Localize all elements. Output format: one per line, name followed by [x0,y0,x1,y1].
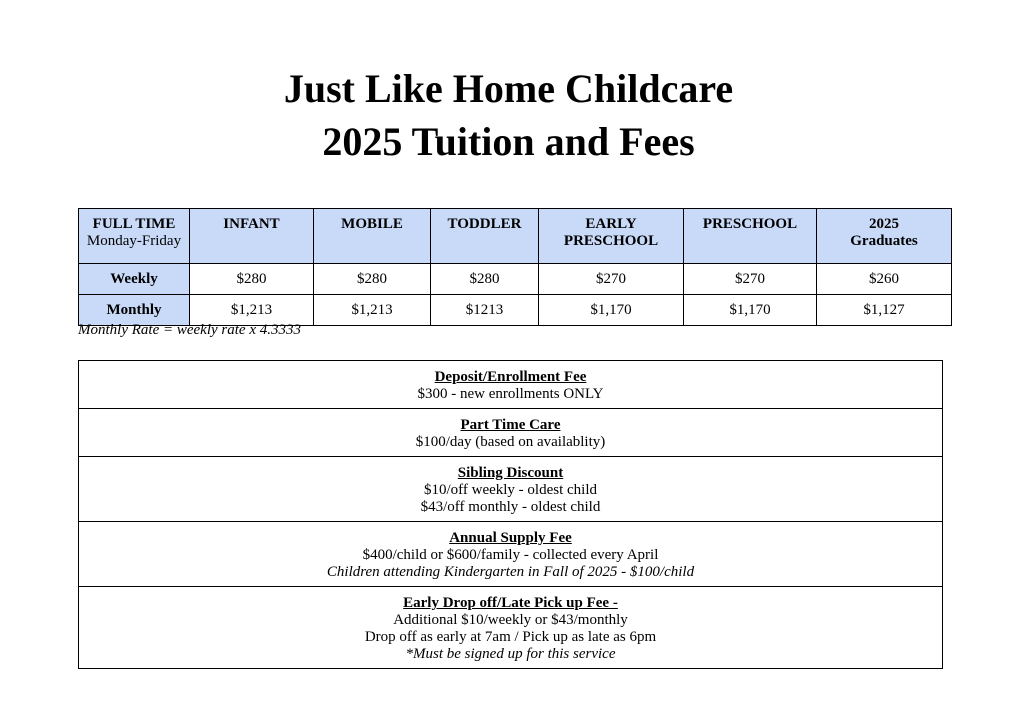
fee-line: Additional $10/weekly or $43/monthly [393,612,628,628]
column-header-early-preschool [539,209,684,264]
table-cell: $280 [314,264,431,295]
title-line-2: 2025 Tuition and Fees [322,119,695,164]
fee-title: Deposit/Enrollment Fee [434,369,587,385]
fee-cell [79,361,943,409]
table-cell: $280 [190,264,314,295]
table-cell: $1213 [431,295,539,326]
column-header-preschool: PRESCHOOL [684,209,817,264]
fee-line: $100/day (based on availablity) [415,434,606,450]
fee-line: Drop off as early at 7am / Pick up as late as 6pm [364,629,657,645]
title-line-1: Just Like Home Childcare [283,66,734,111]
fee-row-deposit [79,361,943,409]
fee-title: Part Time Care [460,417,561,433]
tuition-row-weekly [79,264,952,295]
fee-line: $300 - new enrollments ONLY [417,386,604,402]
column-header-graduates [817,209,952,264]
corner-sub: Monday-Friday [86,233,182,249]
fee-row-early-late [79,587,943,669]
corner-cell [79,209,190,264]
fee-row-supply [79,522,943,587]
fee-cell [79,587,943,669]
fee-line: $400/child or $600/family - collected every April [362,547,659,563]
fee-italic-line: Children attending Kindergarten in Fall of 2025 - $100/child [326,564,695,580]
fee-line: $43/off monthly - oldest child [420,499,601,515]
fees-table [78,360,943,669]
fee-cell [79,522,943,587]
fee-italic-line: *Must be signed up for this service [405,646,616,662]
fee-cell [79,409,943,457]
table-cell: $1,213 [314,295,431,326]
table-cell: $280 [431,264,539,295]
early-preschool-label: EARLY PRESCHOOL [563,216,659,249]
table-cell: $270 [684,264,817,295]
corner-label: FULL TIME [92,216,176,232]
graduates-label: 2025 Graduates [850,216,918,249]
tuition-table [78,208,952,326]
monthly-rate-note: Monthly Rate = weekly rate x 4.3333 [78,322,301,338]
fee-row-sibling [79,457,943,522]
fee-cell [79,457,943,522]
fee-title: Annual Supply Fee [449,530,572,546]
table-cell: $1,213 [190,295,314,326]
page-title [0,62,1017,168]
column-header-toddler: TODDLER [431,209,539,264]
tuition-header-row [79,209,952,264]
column-header-infant: INFANT [190,209,314,264]
fee-line: $10/off weekly - oldest child [423,482,598,498]
table-cell: $260 [817,264,952,295]
table-cell: $1,170 [539,295,684,326]
fee-title: Sibling Discount [457,465,564,481]
fee-row-part-time [79,409,943,457]
row-label: Monthly [79,295,190,326]
fee-title: Early Drop off/Late Pick up Fee - [403,595,618,611]
tuition-row-monthly [79,295,952,326]
table-cell: $1,127 [817,295,952,326]
table-cell: $1,170 [684,295,817,326]
table-cell: $270 [539,264,684,295]
column-header-mobile: MOBILE [314,209,431,264]
row-label: Weekly [79,264,190,295]
